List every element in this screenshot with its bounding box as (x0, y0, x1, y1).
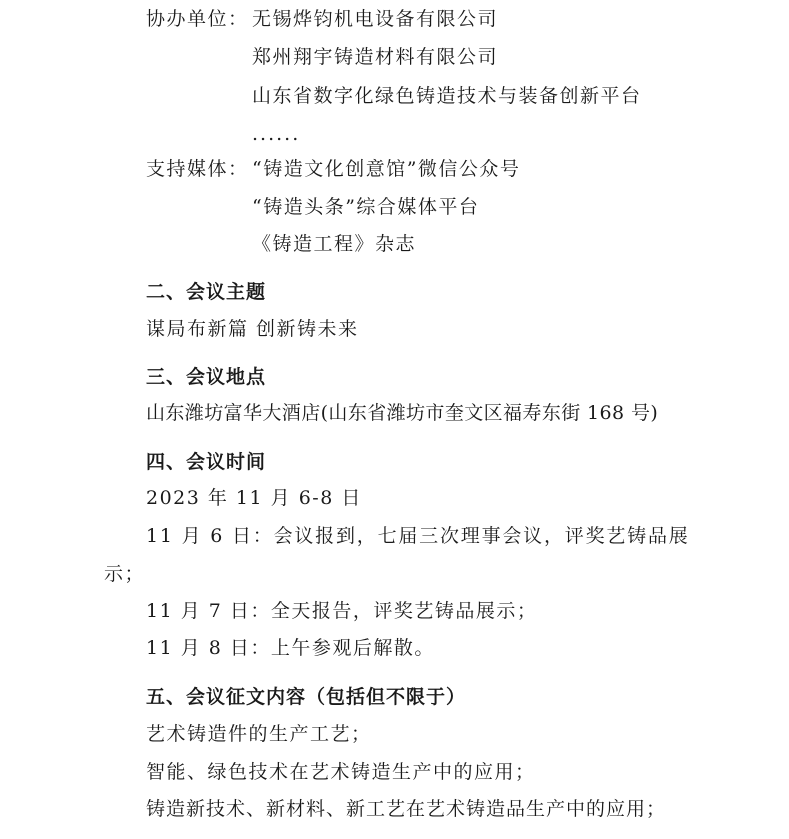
time-day2: 11 月 7 日：全天报告，评奖艺铸品展示； (146, 600, 538, 622)
section-heading: 三、会议地点 (146, 366, 267, 388)
time-day1-wrap: 示； (104, 563, 146, 585)
time-day3: 11 月 8 日：上午参观后解散。 (146, 637, 435, 659)
co-organizer-item: 郑州翔宇铸造材料有限公司 (252, 46, 499, 68)
time-date: 2023 年 11 月 6-8 日 (146, 487, 362, 509)
co-organizer-ellipsis: ...... (252, 123, 301, 145)
co-organizer-item: 无锡烨钧机电设备有限公司 (252, 8, 499, 30)
paper-topic-item: 艺术铸造件的生产工艺； (146, 723, 372, 745)
paper-topic-item: 铸造新技术、新材料、新工艺在艺术铸造品生产中的应用； (146, 798, 667, 820)
section-heading: 二、会议主题 (146, 281, 267, 303)
co-organizers-label: 协办单位： (146, 8, 249, 30)
theme-text: 谋局布新篇 创新铸未来 (146, 318, 359, 340)
time-day1: 11 月 6 日：会议报到，七届三次理事会议，评奖艺铸品展 (146, 525, 690, 547)
co-organizer-item: 山东省数字化绿色铸造技术与装备创新平台 (252, 85, 642, 107)
paper-topic-item: 智能、绿色技术在艺术铸造生产中的应用； (146, 761, 536, 783)
media-item: “铸造头条”综合媒体平台 (252, 196, 480, 218)
section-heading: 四、会议时间 (146, 451, 267, 473)
section-heading: 五、会议征文内容（包括但不限于） (146, 686, 467, 708)
media-item: “铸造文化创意馆”微信公众号 (252, 158, 521, 180)
location-text: 山东潍坊富华大酒店(山东省潍坊市奎文区福寿东街 168 号) (146, 402, 659, 424)
media-label: 支持媒体： (146, 158, 249, 180)
media-item: 《铸造工程》杂志 (252, 233, 417, 255)
